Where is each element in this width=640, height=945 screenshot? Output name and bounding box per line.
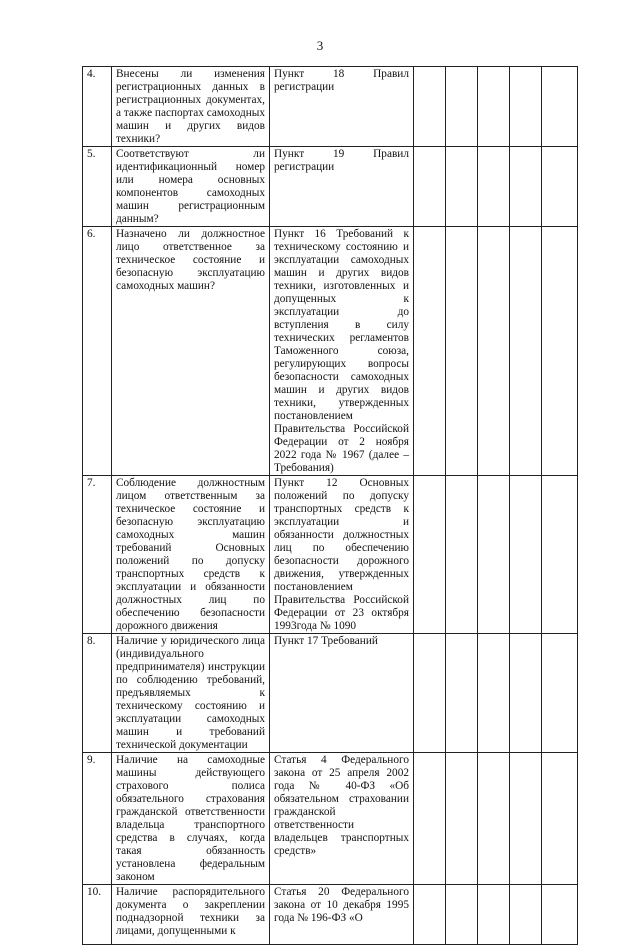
answer-cell: [414, 147, 446, 227]
question-cell: Наличие на самоходные машины действующего страхового полиса обязательного страхования гражданской ответственности владельца транспортного средства в случаях, когда такая обязанность установлена федеральным законом: [112, 753, 270, 885]
question-cell: Соответствуют ли идентификационный номер или номера основных компонентов самоходных машин регистрационным данным?: [112, 147, 270, 227]
row-number: 4.: [83, 67, 112, 147]
answer-cell: [446, 885, 478, 945]
answer-cell: [478, 753, 510, 885]
row-number: 8.: [83, 634, 112, 753]
answer-cell: [542, 885, 578, 945]
requirement-cell: Пункт 19 Правил регистрации: [270, 147, 414, 227]
requirement-cell: Статья 20 Федерального закона от 10 декабря 1995 года № 196-ФЗ «О: [270, 885, 414, 945]
question-cell: Наличие у юридического лица (индивидуального предпринимателя) инструкции по соблюдению требований, предъявляемых к техническому состоянию и эксплуатации самоходных машин и требований технической документации: [112, 634, 270, 753]
question-cell: Наличие распорядительного документа о закреплении поднадзорной техники за лицами, допущенными к: [112, 885, 270, 945]
answer-cell: [414, 634, 446, 753]
requirement-cell: Пункт 17 Требований: [270, 634, 414, 753]
answer-cell: [542, 147, 578, 227]
requirement-cell: Пункт 16 Требований к техническому состоянию и эксплуатации самоходных машин и других видов техники, изготовленных и допущенных к эксплуатации до вступления в силу технических регламентов Таможенного союза, регулирующих вопросы безопасности самоходных машин и других видов техники, утвержденных постановлением Правительства Российской Федерации от 2 ноября 2022 года № 1967 (далее – Требования): [270, 227, 414, 476]
requirement-cell: Статья 4 Федерального закона от 25 апреля 2002 года № 40-ФЗ «Об обязательном страховании гражданской ответственности владельцев транспортных средств»: [270, 753, 414, 885]
answer-cell: [542, 634, 578, 753]
page-number: 3: [316, 38, 324, 53]
row-number: 10.: [83, 885, 112, 945]
answer-cell: [510, 634, 542, 753]
requirement-cell: Пункт 12 Основных положений по допуску транспортных средств к эксплуатации и обязанности должностных лиц по обеспечению безопасности дорожного движения, утвержденных постановлением Правительства Российской Федерации от 23 октября 1993года № 1090: [270, 476, 414, 634]
answer-cell: [446, 476, 478, 634]
answer-cell: [510, 227, 542, 476]
question-cell: Назначено ли должностное лицо ответственное за техническое состояние и безопасную эксплуатацию самоходных машин?: [112, 227, 270, 476]
question-cell: Соблюдение должностным лицом ответственным за техническое состояние и безопасную эксплуатацию самоходных машин требований Основных положений по допуску транспортных средств к эксплуатации и обязанности должностных лиц по обеспечению безопасности дорожного движения: [112, 476, 270, 634]
table-row: [83, 227, 578, 476]
table-row: [83, 476, 578, 634]
row-number: 7.: [83, 476, 112, 634]
row-number: 9.: [83, 753, 112, 885]
answer-cell: [478, 227, 510, 476]
answer-cell: [510, 885, 542, 945]
answer-cell: [446, 147, 478, 227]
answer-cell: [510, 753, 542, 885]
answer-cell: [478, 67, 510, 147]
answer-cell: [478, 147, 510, 227]
answer-cell: [446, 227, 478, 476]
answer-cell: [414, 885, 446, 945]
table-row: [83, 885, 578, 945]
answer-cell: [542, 476, 578, 634]
requirement-cell: Пункт 18 Правил регистрации: [270, 67, 414, 147]
answer-cell: [478, 885, 510, 945]
table-row: [83, 67, 578, 147]
row-number: 5.: [83, 147, 112, 227]
answer-cell: [414, 476, 446, 634]
row-number: 6.: [83, 227, 112, 476]
answer-cell: [446, 753, 478, 885]
answer-cell: [446, 67, 478, 147]
answer-cell: [414, 753, 446, 885]
answer-cell: [446, 634, 478, 753]
table-row: [83, 147, 578, 227]
table-row: [83, 753, 578, 885]
answer-cell: [542, 227, 578, 476]
answer-cell: [478, 634, 510, 753]
answer-cell: [510, 147, 542, 227]
answer-cell: [478, 476, 510, 634]
answer-cell: [542, 67, 578, 147]
answer-cell: [510, 67, 542, 147]
table-row: [83, 634, 578, 753]
question-cell: Внесены ли изменения регистрационных данных в регистрационных документах, а также паспортах самоходных машин и других видов техники?: [112, 67, 270, 147]
answer-cell: [510, 476, 542, 634]
answer-cell: [542, 753, 578, 885]
answer-cell: [414, 67, 446, 147]
answer-cell: [414, 227, 446, 476]
checklist-table: [82, 66, 578, 945]
